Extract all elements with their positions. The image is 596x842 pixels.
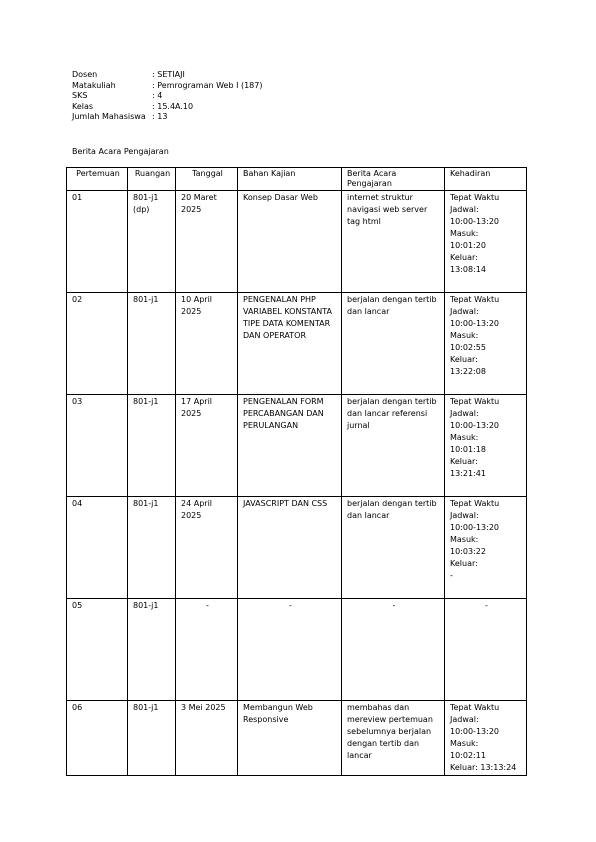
pertemuan-cell: 04	[67, 497, 128, 599]
kehadiran-line: Jadwal:	[450, 715, 479, 724]
header-pertemuan: Pertemuan	[67, 168, 128, 191]
header-bahan-kajian: Bahan Kajian	[238, 168, 342, 191]
tanggal-cell: 10 April 2025	[176, 293, 238, 395]
kehadiran-line: 10:01:18	[450, 445, 486, 454]
bahan-kajian-cell: PENGENALAN FORM PERCABANGAN DAN PERULANGAN	[238, 395, 342, 497]
table-row	[67, 497, 527, 599]
tanggal-cell: -	[176, 599, 238, 701]
course-info	[72, 70, 262, 123]
table-row	[67, 395, 527, 497]
ruangan-cell: 801-j1 (dp)	[128, 191, 176, 293]
kehadiran-line: Masuk:	[450, 229, 479, 238]
kehadiran-line: Tepat Waktu	[450, 397, 500, 406]
kehadiran-line: Masuk:	[450, 433, 479, 442]
pertemuan-cell: 05	[67, 599, 128, 701]
kehadiran-line: Keluar:	[450, 559, 478, 568]
pertemuan-cell: 02	[67, 293, 128, 395]
kehadiran-line: 13:21:41	[450, 469, 486, 478]
kehadiran-line: Tepat Waktu	[450, 499, 500, 508]
matakuliah-value: : Pemrograman Web I (187)	[152, 80, 263, 90]
info-row-dosen	[72, 70, 262, 81]
kehadiran-line: -	[450, 571, 453, 580]
kehadiran-line: Jadwal:	[450, 205, 479, 214]
kehadiran-line: 10:02:55	[450, 343, 486, 352]
ruangan-cell: 801-j1	[128, 701, 176, 776]
pertemuan-cell: 06	[67, 701, 128, 776]
info-row-matakuliah	[72, 81, 262, 92]
kehadiran-line: Keluar:	[450, 253, 478, 262]
kehadiran-line: 10:00-13:20	[450, 727, 499, 736]
kelas-value: : 15.4A.10	[152, 101, 194, 111]
info-row-jumlah-mahasiswa	[72, 112, 262, 123]
kehadiran-line: Tepat Waktu	[450, 193, 500, 202]
bahan-kajian-cell: PENGENALAN PHP VARIABEL KONSTANTA TIPE DATA KOMENTAR DAN OPERATOR	[238, 293, 342, 395]
kehadiran-line: Keluar:	[450, 355, 478, 364]
berita-acara-table	[66, 167, 527, 776]
berita-acara-cell: berjalan dengan tertib dan lancar	[342, 497, 445, 599]
bahan-kajian-cell: JAVASCRIPT DAN CSS	[238, 497, 342, 599]
kehadiran-line: Masuk:	[450, 739, 479, 748]
kehadiran-line: Jadwal:	[450, 511, 479, 520]
bahan-kajian-cell: Konsep Dasar Web	[238, 191, 342, 293]
berita-acara-cell: berjalan dengan tertib dan lancar referensi jurnal	[342, 395, 445, 497]
ruangan-cell: 801-j1	[128, 395, 176, 497]
kehadiran-line: Keluar: 13:13:24	[450, 763, 517, 772]
tanggal-cell: 20 Maret 2025	[176, 191, 238, 293]
kehadiran-cell	[445, 599, 527, 701]
kehadiran-line: -	[485, 601, 488, 610]
kelas-label: Kelas	[72, 101, 94, 111]
kehadiran-line: 10:00-13:20	[450, 421, 499, 430]
berita-acara-cell: membahas dan mereview pertemuan sebelumnya berjalan dengan tertib dan lancar	[342, 701, 445, 776]
dosen-value: : SETIAJI	[152, 70, 185, 79]
jumlah-mahasiswa-label: Jumlah Mahasiswa	[72, 112, 146, 122]
kehadiran-line: Tepat Waktu	[450, 703, 500, 712]
tanggal-cell: 3 Mei 2025	[176, 701, 238, 776]
kehadiran-line: 10:01:20	[450, 241, 486, 250]
berita-acara-cell: berjalan dengan tertib dan lancar	[342, 293, 445, 395]
kehadiran-line: 10:00-13:20	[450, 523, 499, 532]
table-body	[67, 191, 527, 776]
kehadiran-line: 13:08:14	[450, 265, 486, 274]
kehadiran-line: 10:03:22	[450, 547, 486, 556]
kehadiran-line: 10:00-13:20	[450, 319, 499, 328]
jumlah-mahasiswa-value: : 13	[152, 112, 168, 122]
table-row	[67, 191, 527, 293]
kehadiran-cell	[445, 395, 527, 497]
kehadiran-line: Keluar:	[450, 457, 478, 466]
sks-label: SKS	[72, 91, 88, 101]
section-title: Berita Acara Pengajaran	[72, 147, 169, 156]
berita-acara-cell: internet struktur navigasi web server tag html	[342, 191, 445, 293]
sks-value: : 4	[152, 91, 163, 101]
bahan-kajian-cell: Membangun Web Responsive	[238, 701, 342, 776]
ruangan-cell: 801-j1	[128, 599, 176, 701]
table-header-row	[67, 168, 527, 191]
bahan-kajian-cell: -	[238, 599, 342, 701]
table-row	[67, 701, 527, 776]
info-row-sks	[72, 91, 262, 102]
kehadiran-cell	[445, 701, 527, 776]
ruangan-cell: 801-j1	[128, 497, 176, 599]
kehadiran-line: Masuk:	[450, 535, 479, 544]
tanggal-cell: 17 April 2025	[176, 395, 238, 497]
tanggal-cell: 24 April 2025	[176, 497, 238, 599]
header-ruangan: Ruangan	[128, 168, 176, 191]
kehadiran-cell	[445, 293, 527, 395]
kehadiran-line: 10:02:11	[450, 751, 486, 760]
ruangan-cell: 801-j1	[128, 293, 176, 395]
header-berita-acara: Berita Acara Pengajaran	[342, 168, 445, 191]
kehadiran-line: Jadwal:	[450, 409, 479, 418]
matakuliah-label: Matakuliah	[72, 80, 116, 90]
table-row	[67, 599, 527, 701]
info-row-kelas	[72, 102, 262, 113]
kehadiran-line: 10:00-13:20	[450, 217, 499, 226]
pertemuan-cell: 03	[67, 395, 128, 497]
kehadiran-cell	[445, 497, 527, 599]
kehadiran-line: Tepat Waktu	[450, 295, 500, 304]
header-kehadiran: Kehadiran	[445, 168, 527, 191]
kehadiran-cell	[445, 191, 527, 293]
table-row	[67, 293, 527, 395]
kehadiran-line: Masuk:	[450, 331, 479, 340]
kehadiran-line: Jadwal:	[450, 307, 479, 316]
dosen-label: Dosen	[72, 70, 98, 79]
kehadiran-line: 13:22:08	[450, 367, 486, 376]
pertemuan-cell: 01	[67, 191, 128, 293]
header-tanggal: Tanggal	[176, 168, 238, 191]
berita-acara-cell: -	[342, 599, 445, 701]
